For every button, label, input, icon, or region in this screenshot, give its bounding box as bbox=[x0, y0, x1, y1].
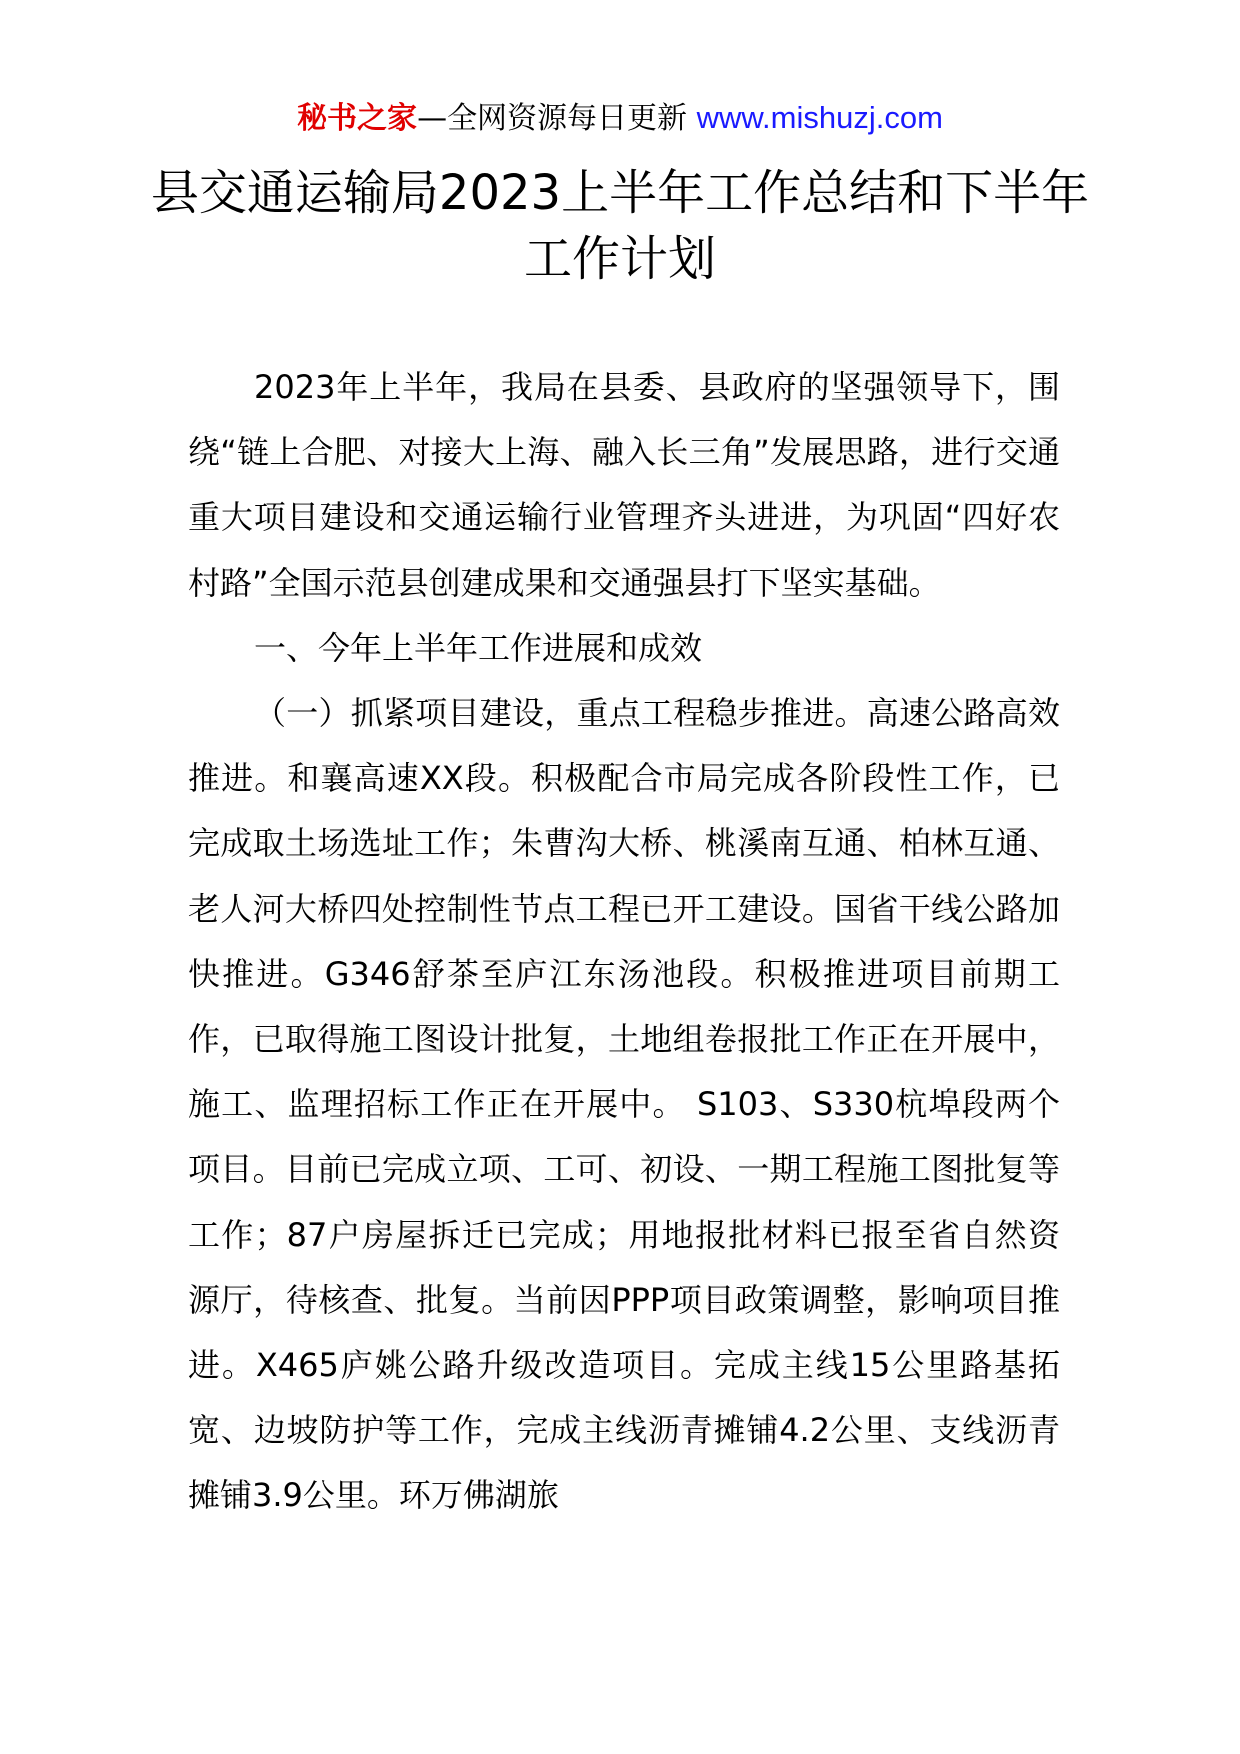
site-url-link[interactable]: www.mishuzj.com bbox=[696, 100, 943, 135]
site-header bbox=[0, 98, 1240, 139]
site-tagline: —全网资源每日更新 bbox=[417, 101, 697, 136]
body-paragraph: （一）抓紧项目建设，重点工程稳步推进。高速公路高效推进。和襄高速XX段。积极配合市局完成各阶段性工作，已完成取土场选址工作；朱曹沟大桥、桃溪南互通、柏林互通、老人河大桥四处控制性节点工程已开工建设。国省干线公路加快推进。G346舒茶至庐江东汤池段。积极推进项目前期工作，已取得施工图设计批复，土地组卷报批工作正在开展中，施工、监理招标工作正在开展中。 S103、S330杭埠段两个项目。目前已完成立项、工可、初设、一期工程施工图批复等工作；87户房屋拆迁已完成；用地报批材料已报至省自然资源厅，待核查、批复。当前因PPP项目政策调整，影响项目推进。X465庐姚公路升级改造项目。完成主线15公里路基拓宽、边坡防护等工作，完成主线沥青摊铺4.2公里、支线沥青摊铺3.9公里。环万佛湖旅 bbox=[188, 694, 1060, 1515]
section-heading: 一、今年上半年工作进展和成效 bbox=[254, 628, 703, 667]
document-body bbox=[188, 355, 1060, 1529]
document-title: 县交通运输局2023上半年工作总结和下半年工作计划 bbox=[150, 165, 1090, 287]
intro-paragraph: 2023年上半年，我局在县委、县政府的坚强领导下，围绕“链上合肥、对接大上海、融入长三角”发展思路，进行交通重大项目建设和交通运输行业管理齐头进进，为巩固“四好农村路”全国示范县创建成果和交通强县打下坚实基础。 bbox=[188, 368, 1060, 602]
site-brand: 秘书之家 bbox=[297, 101, 418, 136]
